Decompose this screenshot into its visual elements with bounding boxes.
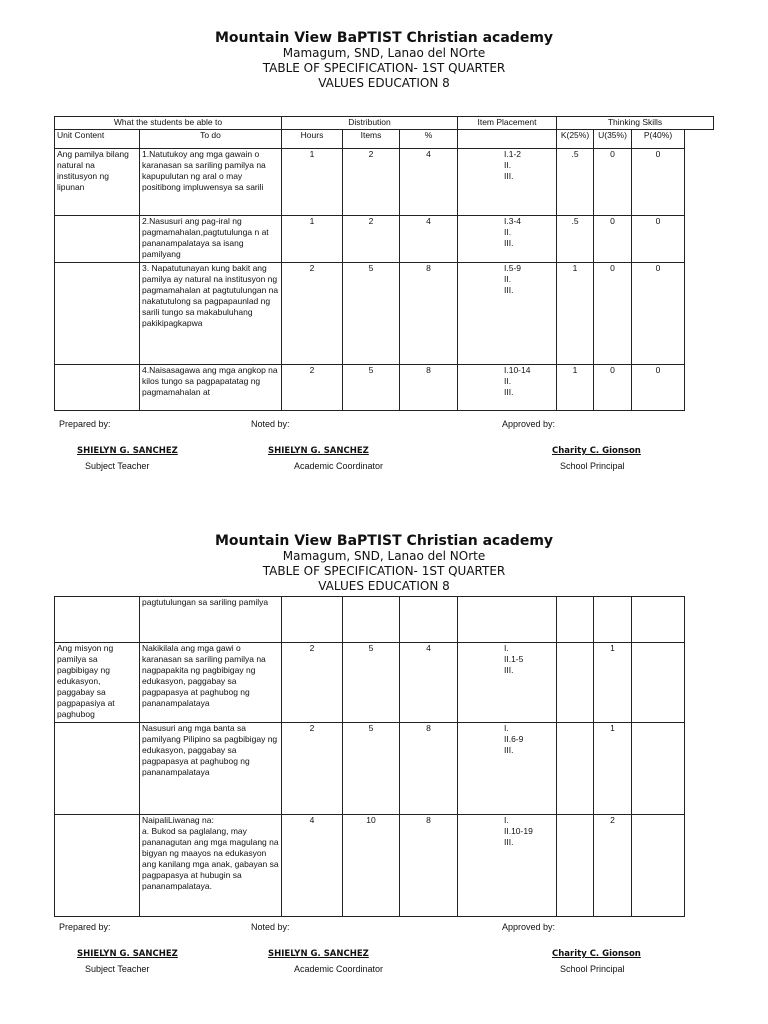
table-row bbox=[55, 365, 714, 411]
approved-role: School Principal bbox=[560, 964, 625, 974]
percent-cell: 4 bbox=[400, 643, 458, 723]
header-hours: Hours bbox=[282, 130, 343, 149]
header-items: Items bbox=[343, 130, 400, 149]
p-cell bbox=[632, 815, 685, 917]
header-what-students: What the students be able to bbox=[55, 117, 282, 130]
noted-by-label: Noted by: bbox=[251, 419, 290, 429]
noted-by-label: Noted by: bbox=[251, 922, 290, 932]
hours-cell: 2 bbox=[282, 643, 343, 723]
placement-cell bbox=[458, 263, 557, 365]
placement-line: III. bbox=[504, 837, 514, 847]
specification-table-page2 bbox=[54, 596, 685, 917]
unit-content-cell: Ang misyon ng pamilya sa pagbibigay ng edukasyon, paggabay sa pagpapasiya at paghubog bbox=[55, 643, 140, 723]
u-cell bbox=[594, 597, 632, 643]
percent-cell: 8 bbox=[400, 723, 458, 815]
k-cell: 1 bbox=[557, 263, 594, 365]
header-p: P(40%) bbox=[632, 130, 685, 149]
todo-cell: 3. Napatutunayan kung bakit ang pamilya ay natural na institusyon ng pagmamahalan at pagtutulungan na nakatutulong sa pagpapaunlad ng sarili tungo sa makabuluhang pakikipagkapwa bbox=[140, 263, 282, 365]
hours-cell: 2 bbox=[282, 365, 343, 411]
placement-line: II. bbox=[504, 160, 512, 170]
placement-line: II.1-5 bbox=[504, 654, 524, 664]
prepared-role: Subject Teacher bbox=[85, 964, 150, 974]
k-cell: .5 bbox=[557, 149, 594, 216]
placement-line: II.10-19 bbox=[504, 826, 533, 836]
header-u: U(35%) bbox=[594, 130, 632, 149]
table-row bbox=[55, 263, 714, 365]
items-cell: 5 bbox=[343, 365, 400, 411]
todo-cell: pagtutulungan sa sariling pamilya bbox=[140, 597, 282, 643]
header-k: K(25%) bbox=[557, 130, 594, 149]
percent-cell bbox=[400, 597, 458, 643]
placement-line: I. bbox=[504, 815, 509, 825]
noted-name: SHIELYN G. SANCHEZ bbox=[268, 949, 369, 959]
approved-name: Charity C. Gionson bbox=[552, 446, 641, 456]
approved-by-label: Approved by: bbox=[502, 922, 556, 932]
percent-cell: 8 bbox=[400, 365, 458, 411]
row-spacer bbox=[685, 216, 714, 263]
subject-title: VALUES EDUCATION 8 bbox=[318, 76, 450, 90]
k-cell bbox=[557, 643, 594, 723]
noted-name: SHIELYN G. SANCHEZ bbox=[268, 446, 369, 456]
placement-cell bbox=[458, 597, 557, 643]
u-cell: 1 bbox=[594, 643, 632, 723]
placement-line: II. bbox=[504, 227, 512, 237]
header-distribution: Distribution bbox=[282, 117, 458, 130]
unit-content-cell bbox=[55, 723, 140, 815]
todo-cell: 1.Natutukoy ang mga gawain o karanasan sa sariling pamilya na kapupulutan ng aral o may positibong impluwensya sa sarili bbox=[140, 149, 282, 216]
todo-cell: NaipaliLiwanag na: a. Bukod sa paglalang, may pananagutan ang mga magulang na bigyan ng maayos na edukasyon ang kanilang mga anak, gabayan sa pagpapasya at hubugin sa pananampalataya. bbox=[140, 815, 282, 917]
placement-cell bbox=[458, 365, 557, 411]
hours-cell: 2 bbox=[282, 723, 343, 815]
approved-role: School Principal bbox=[560, 461, 625, 471]
items-cell: 5 bbox=[343, 643, 400, 723]
k-cell bbox=[557, 815, 594, 917]
placement-line: II. bbox=[504, 376, 512, 386]
row-spacer bbox=[685, 263, 714, 365]
document-title: TABLE OF SPECIFICATION- 1ST QUARTER bbox=[262, 564, 506, 578]
prepared-by-label: Prepared by: bbox=[59, 419, 111, 429]
approved-name: Charity C. Gionson bbox=[552, 949, 641, 959]
items-cell: 5 bbox=[343, 723, 400, 815]
table-row bbox=[55, 723, 685, 815]
header-thinking-skills: Thinking Skills bbox=[557, 117, 714, 130]
placement-cell bbox=[458, 149, 557, 216]
unit-content-cell bbox=[55, 365, 140, 411]
page2-header bbox=[0, 533, 768, 594]
table-row bbox=[55, 643, 685, 723]
percent-cell: 4 bbox=[400, 216, 458, 263]
items-cell: 2 bbox=[343, 216, 400, 263]
placement-cell bbox=[458, 815, 557, 917]
page1-header bbox=[0, 30, 768, 91]
placement-line: II. bbox=[504, 274, 512, 284]
todo-cell: Nakikilala ang mga gawi o karanasan sa sariling pamilya na nagpapakita ng pagbibigay ng edukasyon, paggabay sa pagpapasya at paghubog ng pananampalataya bbox=[140, 643, 282, 723]
p-cell: 0 bbox=[632, 149, 685, 216]
placement-cell bbox=[458, 643, 557, 723]
header-item-placement: Item Placement bbox=[458, 117, 557, 130]
placement-cell bbox=[458, 723, 557, 815]
todo-cell: 4.Naisasagawa ang mga angkop na kilos tungo sa pagpapatatag ng pagmamahalan at bbox=[140, 365, 282, 411]
unit-content-cell bbox=[55, 216, 140, 263]
k-cell bbox=[557, 597, 594, 643]
hours-cell: 4 bbox=[282, 815, 343, 917]
p-cell: 0 bbox=[632, 216, 685, 263]
table-row bbox=[55, 815, 685, 917]
k-cell: 1 bbox=[557, 365, 594, 411]
placement-line: III. bbox=[504, 745, 514, 755]
items-cell: 5 bbox=[343, 263, 400, 365]
approved-by-label: Approved by: bbox=[502, 419, 556, 429]
header-spacer bbox=[685, 130, 714, 149]
placement-line: III. bbox=[504, 387, 514, 397]
document-title: TABLE OF SPECIFICATION- 1ST QUARTER bbox=[262, 61, 506, 75]
hours-cell bbox=[282, 597, 343, 643]
hours-cell: 1 bbox=[282, 149, 343, 216]
placement-line: I.5-9 bbox=[504, 263, 522, 273]
placement-line: III. bbox=[504, 238, 514, 248]
hours-cell: 1 bbox=[282, 216, 343, 263]
placement-line: I.10-14 bbox=[504, 365, 531, 375]
u-cell: 0 bbox=[594, 365, 632, 411]
p-cell: 0 bbox=[632, 263, 685, 365]
percent-cell: 8 bbox=[400, 263, 458, 365]
placement-line: III. bbox=[504, 285, 514, 295]
school-address: Mamagum, SND, Lanao del NOrte bbox=[282, 549, 486, 563]
p-cell bbox=[632, 643, 685, 723]
prepared-name: SHIELYN G. SANCHEZ bbox=[77, 446, 178, 456]
placement-line: III. bbox=[504, 665, 514, 675]
noted-role: Academic Coordinator bbox=[294, 964, 384, 974]
prepared-name: SHIELYN G. SANCHEZ bbox=[77, 949, 178, 959]
placement-line: I.1-2 bbox=[504, 149, 522, 159]
todo-cell: Nasusuri ang mga banta sa pamilyang Pilipino sa pagbibigay ng edukasyon, paggabay sa pagpapasya at paghubog ng pananampalataya bbox=[140, 723, 282, 815]
table-row bbox=[55, 597, 685, 643]
placement-line: II.6-9 bbox=[504, 734, 524, 744]
row-spacer bbox=[685, 149, 714, 216]
placement-line: III. bbox=[504, 171, 514, 181]
specification-table-page1 bbox=[54, 116, 714, 411]
u-cell: 0 bbox=[594, 149, 632, 216]
header-blank bbox=[458, 130, 557, 149]
table-row bbox=[55, 149, 714, 216]
items-cell bbox=[343, 597, 400, 643]
items-cell: 10 bbox=[343, 815, 400, 917]
hours-cell: 2 bbox=[282, 263, 343, 365]
todo-cell: 2.Nasusuri ang pag-iral ng pagmamahalan,pagtutulunga n at pananampalataya sa isang pamilyang bbox=[140, 216, 282, 263]
prepared-by-label: Prepared by: bbox=[59, 922, 111, 932]
table-row bbox=[55, 216, 714, 263]
row-spacer bbox=[685, 365, 714, 411]
placement-line: I. bbox=[504, 643, 509, 653]
unit-content-cell: Ang pamilya bilang natural na institusyon ng lipunan bbox=[55, 149, 140, 216]
unit-content-cell bbox=[55, 597, 140, 643]
header-percent: % bbox=[400, 130, 458, 149]
percent-cell: 8 bbox=[400, 815, 458, 917]
prepared-role: Subject Teacher bbox=[85, 461, 150, 471]
k-cell bbox=[557, 723, 594, 815]
k-cell: .5 bbox=[557, 216, 594, 263]
p-cell bbox=[632, 723, 685, 815]
p-cell: 0 bbox=[632, 365, 685, 411]
percent-cell: 4 bbox=[400, 149, 458, 216]
placement-line: I.3-4 bbox=[504, 216, 522, 226]
unit-content-cell bbox=[55, 815, 140, 917]
school-address: Mamagum, SND, Lanao del NOrte bbox=[282, 46, 486, 60]
p-cell bbox=[632, 597, 685, 643]
unit-content-cell bbox=[55, 263, 140, 365]
placement-line: I. bbox=[504, 723, 509, 733]
noted-role: Academic Coordinator bbox=[294, 461, 384, 471]
placement-cell bbox=[458, 216, 557, 263]
u-cell: 0 bbox=[594, 216, 632, 263]
u-cell: 0 bbox=[594, 263, 632, 365]
header-unit-content: Unit Content bbox=[55, 130, 140, 149]
u-cell: 1 bbox=[594, 723, 632, 815]
school-name: Mountain View BaPTIST Christian academy bbox=[214, 533, 554, 549]
u-cell: 2 bbox=[594, 815, 632, 917]
school-name: Mountain View BaPTIST Christian academy bbox=[214, 30, 554, 46]
items-cell: 2 bbox=[343, 149, 400, 216]
header-to-do: To do bbox=[140, 130, 282, 149]
subject-title: VALUES EDUCATION 8 bbox=[318, 579, 450, 593]
